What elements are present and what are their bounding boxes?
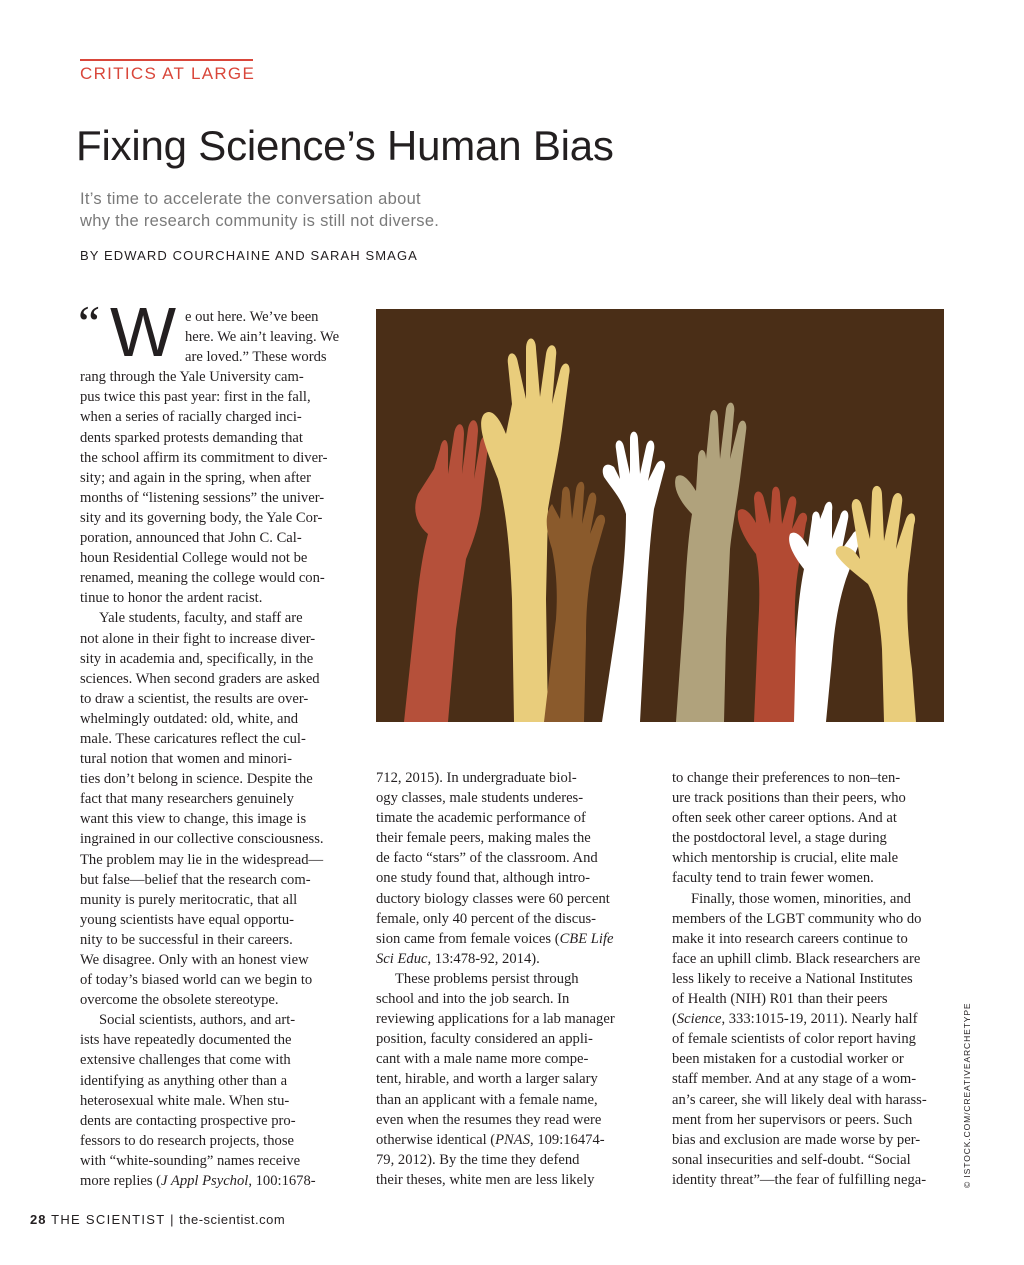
body-line: here. We ain’t leaving. We bbox=[185, 329, 340, 346]
body-line: We disagree. Only with an honest view bbox=[80, 952, 309, 968]
body-line: position, faculty considered an appli- bbox=[376, 1031, 593, 1048]
citation-text: sion came from female voices ( bbox=[376, 930, 560, 947]
citation-journal: J Appl Psychol bbox=[161, 1173, 249, 1190]
body-line: 79, 2012). By the time they defend bbox=[376, 1151, 580, 1168]
body-line-citation bbox=[376, 949, 648, 969]
body-line: dents sparked protests demanding that bbox=[80, 429, 303, 446]
body-line: when a series of racially charged inci- bbox=[80, 409, 302, 426]
body-line: ure track positions than their peers, who bbox=[672, 790, 906, 807]
body-line: the school affirm its commitment to diver- bbox=[80, 449, 328, 466]
body-line: ogy classes, male students underes- bbox=[376, 790, 584, 807]
body-line: young scientists have equal opportu- bbox=[80, 911, 294, 928]
dropcap-letter: W bbox=[110, 293, 177, 371]
section-rule bbox=[80, 59, 253, 61]
magazine-name: THE SCIENTIST bbox=[51, 1212, 166, 1227]
body-line: Social scientists, authors, and art- bbox=[99, 1012, 296, 1029]
body-line: fact that many researchers genuinely bbox=[80, 791, 294, 808]
citation-text: , 109:16474- bbox=[530, 1131, 605, 1148]
body-line: sonal insecurities and self-doubt. “Social bbox=[672, 1151, 911, 1168]
body-line: of female scientists of color report having bbox=[672, 1031, 916, 1048]
footer-url[interactable]: the-scientist.com bbox=[179, 1212, 286, 1227]
body-line: even when the resumes they read were bbox=[376, 1111, 602, 1128]
page-footer bbox=[30, 1212, 285, 1227]
body-line: are loved.” These words bbox=[185, 349, 327, 366]
body-line: one study found that, although intro- bbox=[376, 870, 591, 887]
body-line: nity to be successful in their careers. bbox=[80, 931, 293, 948]
body-line: tinue to honor the ardent racist. bbox=[80, 590, 263, 607]
body-line: bias and exclusion are made worse by per- bbox=[672, 1131, 921, 1148]
body-line: overcome the obsolete stereotype. bbox=[80, 992, 279, 1009]
body-line: make it into research careers continue to bbox=[672, 930, 908, 947]
body-line: e out here. We’ve been bbox=[185, 309, 319, 325]
body-line: dents are contacting prospective pro- bbox=[80, 1112, 296, 1129]
body-line: timate the academic performance of bbox=[376, 810, 586, 827]
body-line: reviewing applications for a lab manager bbox=[376, 1011, 615, 1028]
body-line: ists have repeatedly documented the bbox=[80, 1032, 292, 1049]
body-line: tent, hirable, and worth a larger salary bbox=[376, 1071, 598, 1088]
citation-text: , 100:1678- bbox=[248, 1173, 316, 1190]
body-column-3 bbox=[672, 768, 944, 1190]
body-line: want this view to change, this image is bbox=[80, 811, 307, 828]
body-line: poration, announced that John C. Cal- bbox=[80, 530, 302, 547]
body-column-1 bbox=[80, 307, 352, 1191]
footer-separator: | bbox=[170, 1212, 175, 1227]
body-line: of today’s biased world can we begin to bbox=[80, 972, 313, 989]
body-line: but false—belief that the research com- bbox=[80, 871, 311, 888]
body-line: face an uphill climb. Black researchers are bbox=[672, 950, 921, 967]
deck-line: why the research community is still not diverse. bbox=[80, 212, 440, 230]
body-line: pus twice this past year: first in the fall, bbox=[80, 389, 311, 406]
body-line: staff member. And at any stage of a wom- bbox=[672, 1071, 917, 1088]
body-line: to draw a scientist, the results are over- bbox=[80, 690, 309, 707]
headline: Fixing Science’s Human Bias bbox=[76, 122, 614, 169]
body-line: which mentorship is crucial, elite male bbox=[672, 850, 899, 867]
photo-credit: © ISTOCK.COM/CREATIVEARCHETYPE bbox=[962, 1002, 972, 1188]
body-line: rang through the Yale University cam- bbox=[80, 369, 304, 386]
body-line: their female peers, making males the bbox=[376, 830, 591, 847]
body-line-citation bbox=[672, 1009, 944, 1029]
body-line: been mistaken for a custodial worker or bbox=[672, 1051, 904, 1068]
body-line: Finally, those women, minorities, and bbox=[691, 890, 911, 907]
dropcap-quote-mark: “ bbox=[78, 295, 101, 351]
citation-text: ( bbox=[672, 1011, 677, 1028]
deck-line: It’s time to accelerate the conversation about bbox=[80, 190, 421, 208]
body-line: munity is purely meritocratic, that all bbox=[80, 891, 298, 908]
body-line: not alone in their fight to increase diver- bbox=[80, 630, 316, 647]
body-line: Yale students, faculty, and staff are bbox=[99, 610, 303, 627]
body-line: de facto “stars” of the classroom. And bbox=[376, 850, 598, 867]
citation-journal: Science bbox=[676, 1011, 722, 1028]
body-line: members of the LGBT community who do bbox=[672, 910, 922, 927]
deck bbox=[80, 188, 540, 232]
body-line: sity and its governing body, the Yale Cor- bbox=[80, 509, 323, 526]
body-line: sity; and again in the spring, when after bbox=[80, 469, 312, 486]
body-line-citation bbox=[376, 1130, 648, 1150]
body-line: male. These caricatures reflect the cul- bbox=[80, 730, 306, 747]
body-line: ties don’t belong in science. Despite the bbox=[80, 771, 313, 788]
body-line: extensive challenges that come with bbox=[80, 1052, 291, 1069]
body-line: female, only 40 percent of the discus- bbox=[376, 910, 597, 927]
section-label: CRITICS AT LARGE bbox=[80, 64, 256, 83]
body-line: ment from her supervisors or peers. Such bbox=[672, 1111, 913, 1128]
body-line: tural notion that women and minori- bbox=[80, 751, 292, 768]
body-line: whelmingly outdated: old, white, and bbox=[80, 710, 299, 727]
body-line: of Health (NIH) R01 than their peers bbox=[672, 991, 888, 1008]
citation-journal: Sci Educ bbox=[376, 950, 428, 967]
body-line: houn Residential College would not be bbox=[80, 550, 308, 567]
body-line: the postdoctoral level, a stage during bbox=[672, 830, 887, 847]
body-line: their theses, white men are less likely bbox=[376, 1171, 595, 1188]
body-line: 712, 2015). In undergraduate biol- bbox=[376, 770, 577, 786]
body-line: The problem may lie in the widespread— bbox=[80, 851, 324, 868]
citation-text: more replies ( bbox=[80, 1173, 162, 1190]
citation-text: otherwise identical ( bbox=[376, 1131, 496, 1148]
body-line-citation bbox=[376, 929, 648, 949]
body-line: fessors to do research projects, those bbox=[80, 1132, 294, 1149]
body-line: These problems persist through bbox=[395, 970, 579, 987]
body-line: sciences. When second graders are asked bbox=[80, 670, 320, 687]
citation-text: , 13:478-92, 2014). bbox=[427, 950, 540, 967]
body-line-citation bbox=[80, 1171, 352, 1191]
body-line: an’s career, she will likely deal with harass- bbox=[672, 1091, 927, 1108]
body-line: with “white-sounding” names receive bbox=[80, 1152, 301, 1169]
citation-journal: PNAS bbox=[495, 1131, 531, 1148]
body-line: than an applicant with a female name, bbox=[376, 1091, 598, 1108]
body-line: identity threat”—the fear of fulfilling nega- bbox=[672, 1171, 927, 1188]
page-number: 28 bbox=[30, 1212, 47, 1227]
raised-hands-illustration bbox=[376, 309, 944, 722]
citation-text: , 333:1015-19, 2011). Nearly half bbox=[721, 1011, 918, 1028]
body-line: heterosexual white male. When stu- bbox=[80, 1092, 290, 1109]
body-line: months of “listening sessions” the univer- bbox=[80, 489, 325, 506]
byline: BY EDWARD COURCHAINE AND SARAH SMAGA bbox=[80, 248, 418, 263]
body-line: renamed, meaning the college would con- bbox=[80, 570, 325, 587]
body-line: often seek other career options. And at bbox=[672, 810, 897, 827]
body-line: faculty tend to train fewer women. bbox=[672, 870, 874, 887]
body-line: ingrained in our collective consciousness. bbox=[80, 831, 324, 848]
body-line: cant with a male name more compe- bbox=[376, 1051, 589, 1068]
body-line: less likely to receive a National Institutes bbox=[672, 970, 913, 987]
body-line: sity in academia and, specifically, in the bbox=[80, 650, 314, 667]
body-line: identifying as anything other than a bbox=[80, 1072, 288, 1089]
body-line: to change their preferences to non–ten- bbox=[672, 770, 901, 786]
raised-hands-svg bbox=[376, 309, 944, 722]
body-line: school and into the job search. In bbox=[376, 991, 570, 1008]
body-column-2 bbox=[376, 768, 648, 1190]
body-line: ductory biology classes were 60 percent bbox=[376, 890, 610, 907]
citation-journal: CBE Life bbox=[559, 930, 614, 947]
